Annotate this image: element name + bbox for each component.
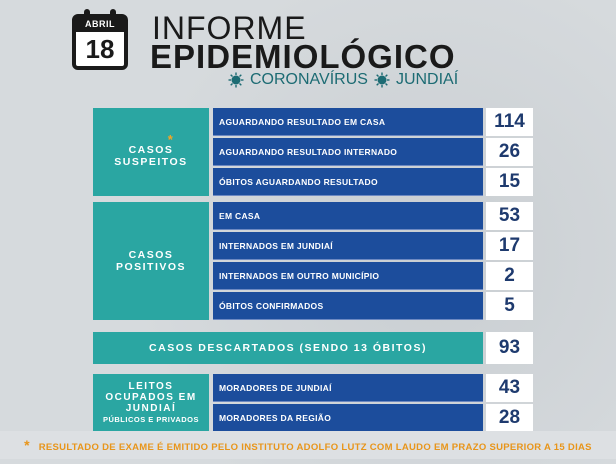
table-row <box>213 108 533 136</box>
section-label <box>93 374 209 432</box>
label-line: LEITOS <box>128 381 174 392</box>
row-label: INTERNADOS EM OUTRO MUNICÍPIO <box>213 262 483 290</box>
descartados-label: CASOS DESCARTADOS (SENDO 13 ÓBITOS) <box>93 332 483 364</box>
row-label: AGUARDANDO RESULTADO INTERNADO <box>213 138 483 166</box>
table-row <box>213 232 533 260</box>
row-label: MORADORES DA REGIÃO <box>213 404 483 432</box>
row-value: 43 <box>486 374 533 402</box>
section-label <box>93 108 209 196</box>
footnote-text: RESULTADO DE EXAME É EMITIDO PELO INSTITUTO ADOLFO LUTZ COM LAUDO EM PRAZO SUPERIOR A 15 DIAS <box>38 442 592 453</box>
row-label: EM CASA <box>213 202 483 230</box>
row-label: INTERNADOS EM JUNDIAÍ <box>213 232 483 260</box>
title-line2: EPIDEMIOLÓGICO <box>150 38 456 75</box>
subtitle <box>228 71 458 89</box>
label-line: JUNDIAÍ <box>125 403 177 414</box>
label-line: CASOS <box>128 144 174 156</box>
section-leitos <box>93 374 533 432</box>
row-label: ÓBITOS AGUARDANDO RESULTADO <box>213 168 483 196</box>
section-suspeitos <box>93 108 533 196</box>
row-value: 114 <box>486 108 533 136</box>
row-value: 28 <box>486 404 533 432</box>
row-label: MORADORES DE JUNDIAÍ <box>213 374 483 402</box>
footnote <box>0 431 616 459</box>
label-line: SUSPEITOS <box>114 156 188 168</box>
section-positivos <box>93 202 533 320</box>
table-row <box>213 404 533 432</box>
calendar-month: ABRIL <box>76 18 124 32</box>
tag-coronavirus: CORONAVÍRUS <box>250 71 368 88</box>
table-row <box>213 138 533 166</box>
section-label <box>93 202 209 320</box>
label-line: PÚBLICOS E PRIVADOS <box>102 415 200 424</box>
title-line1: INFORME <box>152 10 307 46</box>
table-row <box>213 292 533 320</box>
row-value: 26 <box>486 138 533 166</box>
label-line: OCUPADOS EM <box>105 392 197 403</box>
table-row <box>213 202 533 230</box>
row-value: 53 <box>486 202 533 230</box>
footnote-marker: * <box>24 437 30 453</box>
row-label: ÓBITOS CONFIRMADOS <box>213 292 483 320</box>
row-label: AGUARDANDO RESULTADO EM CASA <box>213 108 483 136</box>
tag-jundiai: JUNDIAÍ <box>395 71 459 88</box>
row-value: 5 <box>486 292 533 320</box>
virus-icon <box>228 72 244 88</box>
table-row <box>213 262 533 290</box>
calendar-icon <box>72 14 128 70</box>
asterisk-marker: * <box>167 132 175 147</box>
label-line: POSITIVOS <box>115 261 187 273</box>
row-value: 17 <box>486 232 533 260</box>
table-row <box>213 374 533 402</box>
row-value: 15 <box>486 168 533 196</box>
table-row <box>213 168 533 196</box>
virus-icon <box>374 72 390 88</box>
label-line: CASOS <box>128 249 174 261</box>
row-value: 2 <box>486 262 533 290</box>
calendar-day: 18 <box>85 34 115 64</box>
section-descartados <box>93 332 533 364</box>
descartados-value: 93 <box>486 332 533 364</box>
